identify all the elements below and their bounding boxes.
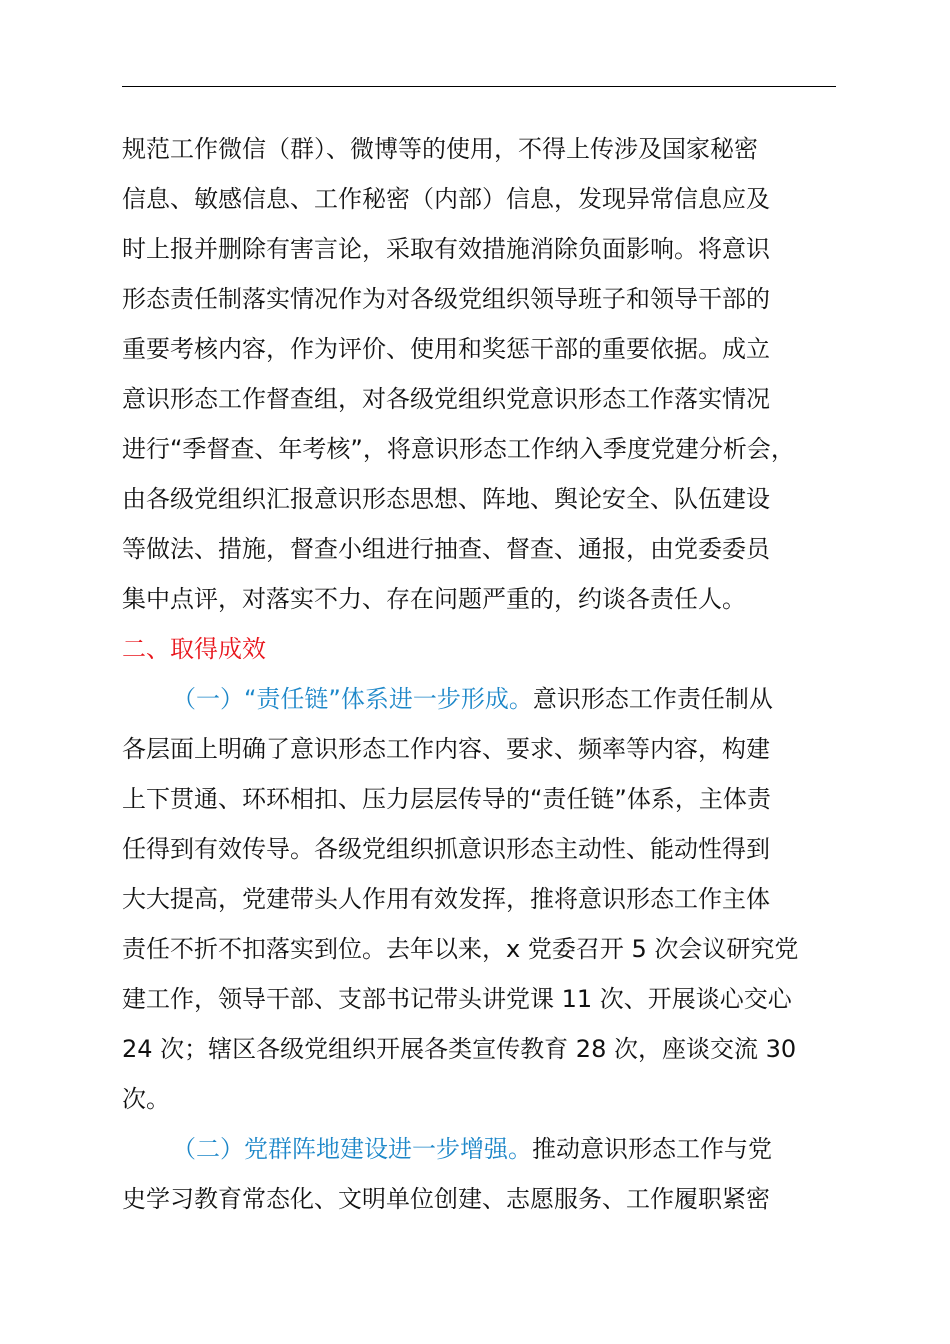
text-line: 由各级党组织汇报意识形态思想、阵地、舆论安全、队伍建设 (122, 485, 770, 513)
subsection-heading-responsibility-chain: （一）“责任链”体系进一步形成。 (172, 685, 533, 713)
paragraph-responsibility-chain (122, 674, 836, 1124)
text-line: 各层面上明确了意识形态工作内容、要求、频率等内容，构建 (122, 735, 770, 763)
text-line: 形态责任制落实情况作为对各级党组织领导班子和领导干部的 (122, 285, 770, 313)
text-line: 进行“季督查、年考核”，将意识形态工作纳入季度党建分析会， (122, 435, 795, 463)
text-line: 24 次；辖区各级党组织开展各类宣传教育 28 次，座谈交流 30 (122, 1035, 797, 1063)
text-line: 史学习教育常态化、文明单位创建、志愿服务、工作履职紧密 (122, 1185, 770, 1213)
paragraph-ideology-supervision (122, 124, 836, 624)
text-line (122, 674, 836, 724)
text-line: 重要考核内容，作为评价、使用和奖惩干部的重要依据。成立 (122, 335, 770, 363)
text-line: 等做法、措施，督查小组进行抽查、督查、通报，由党委委员 (122, 535, 770, 563)
text-line: 责任不折不扣落实到位。去年以来，x 党委召开 5 次会议研究党 (122, 935, 799, 963)
text-line: 时上报并删除有害言论，采取有效措施消除负面影响。将意识 (122, 235, 770, 263)
header-rule (122, 86, 836, 87)
paragraph-position-building (122, 1124, 836, 1224)
text-run: 意识形态工作责任制从 (532, 685, 773, 713)
text-line: 上下贯通、环环相扣、压力层层传导的“责任链”体系，主体责 (122, 785, 771, 813)
document-body (122, 124, 836, 1224)
text-run: 推动意识形态工作与党 (532, 1135, 772, 1163)
text-line: 任得到有效传导。各级党组织抓意识形态主动性、能动性得到 (122, 835, 770, 863)
subsection-heading-position-building: （二）党群阵地建设进一步增强。 (172, 1135, 532, 1163)
text-line: 意识形态工作督查组，对各级党组织党意识形态工作落实情况 (122, 385, 770, 413)
text-line: 信息、敏感信息、工作秘密（内部）信息，发现异常信息应及 (122, 185, 770, 213)
text-line: 次。 (122, 1085, 170, 1113)
section-heading-results: 二、取得成效 (122, 635, 266, 663)
text-line: 规范工作微信（群）、微博等的使用，不得上传涉及国家秘密 (122, 135, 758, 163)
text-line: 建工作，领导干部、支部书记带头讲党课 11 次、开展谈心交心 (122, 985, 792, 1013)
text-line (122, 1124, 836, 1174)
text-line: 大大提高，党建带头人作用有效发挥，推将意识形态工作主体 (122, 885, 770, 913)
text-line: 集中点评，对落实不力、存在问题严重的，约谈各责任人。 (122, 585, 746, 613)
